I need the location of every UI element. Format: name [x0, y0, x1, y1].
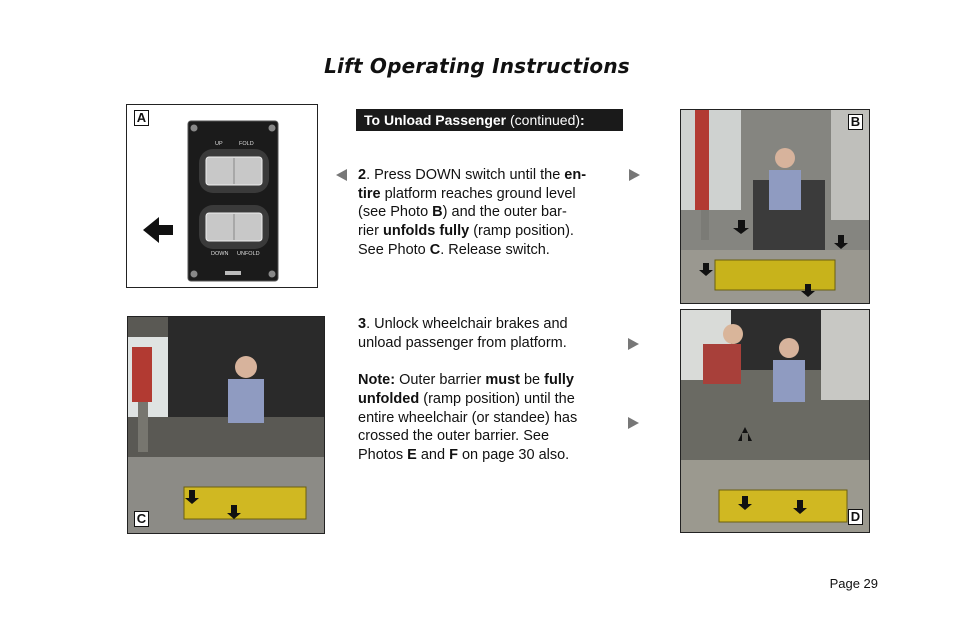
section-header — [356, 109, 623, 131]
photo-d-scene — [681, 310, 870, 533]
panel-label-unfold: UNFOLD — [237, 251, 260, 257]
photo-label-a: A — [134, 110, 149, 126]
section-header-bold: To Unload Passenger — [364, 112, 507, 128]
photo-c — [127, 316, 325, 534]
arrow-right-icon — [628, 417, 639, 429]
step-2-text: 2. Press DOWN switch until the en- tire platform reaches ground level (see Photo B) and the outer bar- rier unfolds fully (ramp position). See Photo C. Release switch. — [358, 167, 587, 258]
photo-label-d: D — [848, 509, 863, 525]
photo-a — [126, 104, 318, 288]
arrow-left-icon — [336, 169, 347, 181]
arrow-right-icon — [629, 169, 640, 181]
photo-b — [680, 109, 870, 304]
page-number: Page 29 — [829, 576, 878, 591]
panel-label-up: UP — [215, 141, 223, 147]
photo-label-b: B — [848, 114, 863, 130]
panel-label-down: DOWN — [211, 251, 229, 257]
photo-d — [680, 309, 870, 533]
photo-c-scene — [128, 317, 325, 534]
step-3-text: 3. Unlock wheelchair brakes and unload passenger from platform. Note: Outer barrier must be fully unfolded (ramp position) until the entire wheelchair (or standee) has crossed the outer barrier. See Photos E and F on page 30 also. — [358, 316, 578, 463]
arrow-right-icon — [628, 338, 639, 350]
photo-b-scene — [681, 110, 870, 304]
panel-label-fold: FOLD — [239, 141, 254, 147]
note-label: Note: — [358, 372, 396, 389]
photo-label-c: C — [134, 511, 149, 527]
control-panel-illustration — [127, 105, 318, 288]
page-title: Lift Operating Instructions — [324, 54, 630, 78]
section-header-continued: (continued) — [506, 112, 581, 128]
section-header-colon: : — [580, 112, 585, 128]
